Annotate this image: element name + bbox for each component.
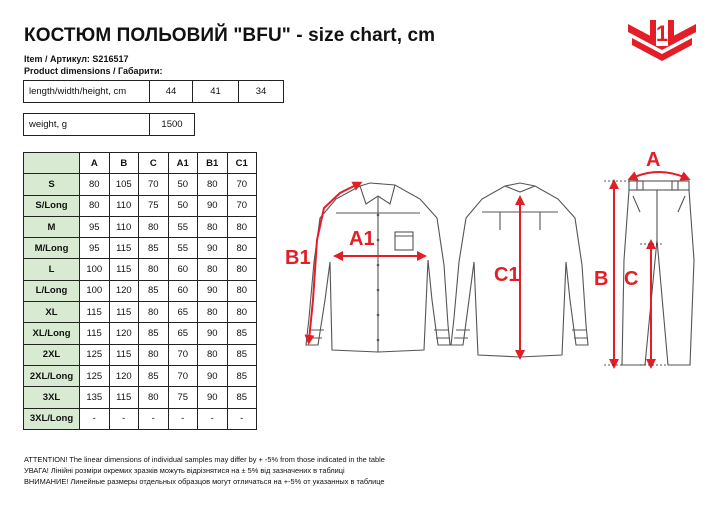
size-label-cell: XL/Long [24, 323, 80, 344]
size-label-cell: 3XL [24, 387, 80, 408]
label-b: B [594, 268, 609, 290]
measurement-cell: 115 [80, 302, 110, 323]
measurement-cell: 80 [139, 387, 169, 408]
measurement-cell: - [198, 408, 228, 429]
size-label-cell: M [24, 216, 80, 237]
measurement-cell: 105 [109, 174, 139, 195]
measurement-cell: 135 [80, 387, 110, 408]
measurement-cell: 125 [80, 365, 110, 386]
measurement-cell: 85 [139, 365, 169, 386]
measurement-cell: 70 [168, 365, 198, 386]
measurement-cell: 100 [80, 259, 110, 280]
dimension-width: 41 [193, 81, 239, 102]
measurement-cell: 80 [198, 302, 228, 323]
measurement-cell: 90 [198, 238, 228, 259]
label-c1: C1 [494, 264, 520, 286]
measurement-cell: 60 [168, 259, 198, 280]
measurement-cell: 55 [168, 216, 198, 237]
item-article: Item / Артикул: S216517 [24, 54, 129, 64]
header-cell: B1 [198, 153, 228, 174]
measurement-cell: 80 [227, 302, 257, 323]
measurement-cell: 100 [80, 280, 110, 301]
measurement-cell: 115 [109, 344, 139, 365]
measurement-cell: 90 [198, 280, 228, 301]
logo-mark: 1 [655, 21, 669, 46]
measurement-cell: 80 [198, 259, 228, 280]
size-label-cell: 2XL/Long [24, 365, 80, 386]
size-label-cell: S/Long [24, 195, 80, 216]
measurement-cell: 115 [109, 387, 139, 408]
measurement-cell: 85 [139, 280, 169, 301]
measurement-cell: 80 [227, 238, 257, 259]
label-a1: A1 [349, 228, 375, 250]
measurement-cell: - [109, 408, 139, 429]
measurement-cell: 85 [139, 238, 169, 259]
size-label-cell: XL [24, 302, 80, 323]
footer-note-en: ATTENTION! The linear dimensions of individual samples may differ by + -5% from those indicated in the table [24, 455, 385, 464]
size-label-cell: S [24, 174, 80, 195]
measurement-cell: 70 [139, 174, 169, 195]
dimensions-label: length/width/height, cm [24, 81, 150, 102]
measurement-cell: 80 [80, 195, 110, 216]
measurement-cell: 80 [139, 259, 169, 280]
measurement-cell: 120 [109, 365, 139, 386]
dimension-height: 34 [255, 86, 267, 97]
measurement-cell: 70 [227, 174, 257, 195]
measurement-cell: - [139, 408, 169, 429]
measurement-cell: 80 [80, 174, 110, 195]
measurement-cell: 55 [168, 238, 198, 259]
measurement-cell: 90 [198, 195, 228, 216]
shirt-front-drawing [306, 183, 450, 352]
measurement-cell: 80 [139, 302, 169, 323]
measurement-cell: 115 [80, 323, 110, 344]
measurement-cell: 75 [168, 387, 198, 408]
measurement-cell: 75 [139, 195, 169, 216]
header-cell: A [80, 153, 110, 174]
measurement-cell: - [227, 408, 257, 429]
measurement-cell: 90 [198, 323, 228, 344]
measurement-cell: 65 [168, 302, 198, 323]
measurement-cell: 115 [109, 238, 139, 259]
measurement-cell: 120 [109, 323, 139, 344]
footer-note-uk: УВАГА! Лінійні розміри окремих зразків можуть відрізнятися на ± 5% від зазначених в таблиці [24, 466, 345, 475]
measurement-cell: 50 [168, 174, 198, 195]
measurement-cell: 120 [109, 280, 139, 301]
measurement-cell: 110 [109, 216, 139, 237]
measurement-cell: 80 [139, 216, 169, 237]
measurement-cell: 95 [80, 216, 110, 237]
measurement-cell: 60 [168, 280, 198, 301]
measurement-cell: 95 [80, 238, 110, 259]
label-b1: B1 [285, 247, 311, 269]
measurement-cell: - [168, 408, 198, 429]
measurement-cell: 90 [198, 365, 228, 386]
header-cell: B [109, 153, 139, 174]
measurement-cell: 115 [109, 259, 139, 280]
measurement-cell: 80 [198, 216, 228, 237]
size-label-cell: L/Long [24, 280, 80, 301]
measurement-cell: 125 [80, 344, 110, 365]
measurement-cell: 65 [168, 323, 198, 344]
measurement-cell: 85 [227, 344, 257, 365]
measurement-cell: 80 [198, 174, 228, 195]
measurement-cell: 70 [227, 195, 257, 216]
measurement-cell: 80 [198, 344, 228, 365]
measurement-cell: 85 [227, 365, 257, 386]
size-label-cell: 3XL/Long [24, 408, 80, 429]
measurement-cell: 50 [168, 195, 198, 216]
measurement-cell: 80 [227, 259, 257, 280]
measurement-cell: 80 [139, 344, 169, 365]
measurement-cell: 70 [168, 344, 198, 365]
product-dimensions-heading: Product dimensions / Габарити: [24, 66, 163, 76]
dimension-length: 44 [150, 81, 193, 102]
measurement-cell: 80 [227, 280, 257, 301]
measurement-cell: 85 [227, 387, 257, 408]
weight-value: 1500 [161, 119, 183, 130]
measurement-cell: 85 [139, 323, 169, 344]
label-a: A [646, 149, 661, 171]
measurement-cell: 90 [198, 387, 228, 408]
measurement-cell: 115 [109, 302, 139, 323]
header-cell: C1 [227, 153, 257, 174]
label-c: C [624, 268, 639, 290]
weight-label: weight, g [24, 114, 150, 135]
size-label-cell: L [24, 259, 80, 280]
measurement-cell: 85 [227, 323, 257, 344]
size-label-cell: 2XL [24, 344, 80, 365]
header-cell: C [139, 153, 169, 174]
page-title: КОСТЮМ ПОЛЬОВИЙ "BFU" - size chart, cm [24, 25, 436, 46]
measurement-cell: 80 [227, 216, 257, 237]
footer-note-ru: ВНИМАНИЕ! Линейные размеры отдельных образцов могут отличаться на +-5% от указанных в таблице [24, 477, 385, 486]
measurement-cell: 110 [109, 195, 139, 216]
size-label-cell: M/Long [24, 238, 80, 259]
measurement-cell: - [80, 408, 110, 429]
header-cell: A1 [168, 153, 198, 174]
